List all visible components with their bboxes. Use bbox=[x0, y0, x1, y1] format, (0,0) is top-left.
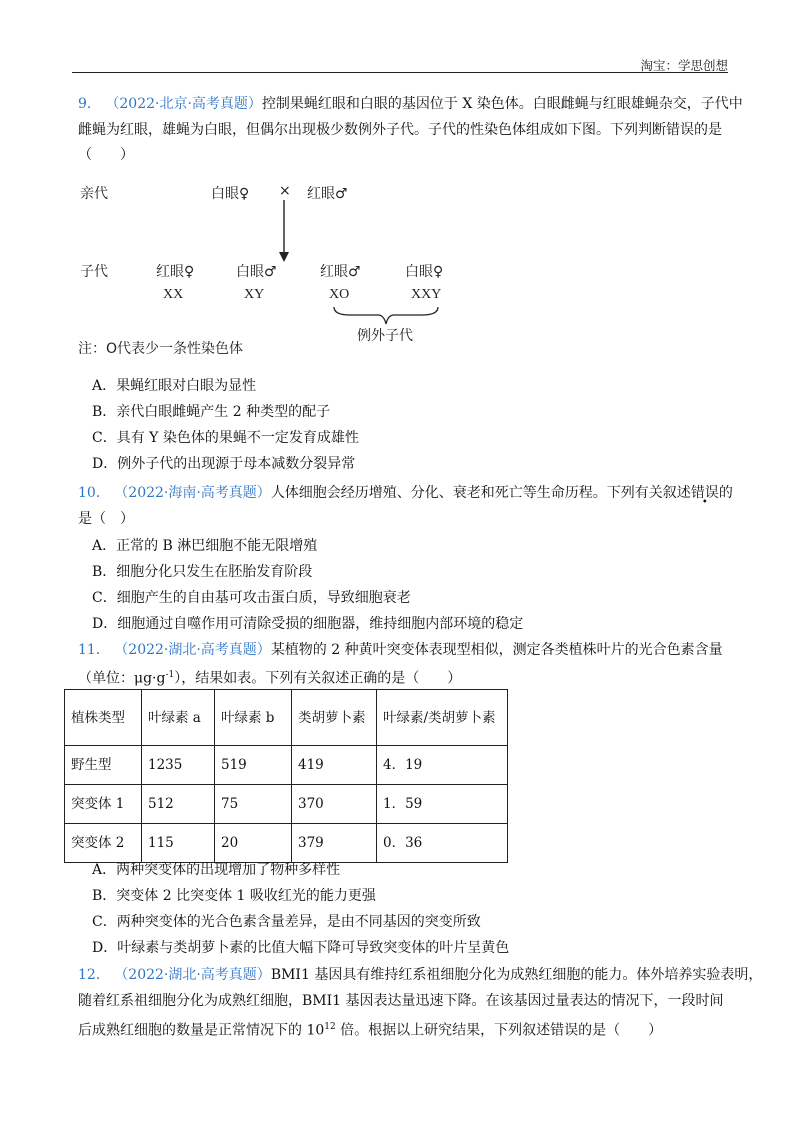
q10-option-c: C．细胞产生的自由基可攻击蛋白质，导致细胞衰老 bbox=[92, 590, 411, 606]
parent-male: 红眼♂ bbox=[307, 186, 348, 202]
table-cell: 20 bbox=[215, 824, 292, 863]
q11-text2a: （单位：μg·g bbox=[78, 670, 166, 687]
q9-option-b: B．亲代白眼雌蝇产生 2 种类型的配子 bbox=[92, 404, 331, 420]
table-header-cell: 叶绿素 b bbox=[215, 690, 292, 746]
arrow-down-icon bbox=[270, 198, 300, 266]
parent-label: 亲代 bbox=[80, 186, 108, 202]
table-cell: 419 bbox=[292, 746, 377, 785]
parent-female: 白眼♀ bbox=[211, 186, 250, 202]
header-brand: 淘宝：学思创想 bbox=[640, 58, 728, 73]
table-row bbox=[65, 785, 508, 824]
table-header-cell: 植株类型 bbox=[65, 690, 142, 746]
q9-option-d: D．例外子代的出现源于母本减数分裂异常 bbox=[92, 456, 356, 472]
child-2-geno: XY bbox=[244, 287, 265, 302]
table-header-cell: 叶绿素/类胡萝卜素 bbox=[377, 690, 508, 746]
q9-option-a: A．果蝇红眼对白眼为显性 bbox=[92, 378, 257, 394]
child-4-pheno: 白眼♀ bbox=[405, 264, 444, 280]
child-1-pheno: 红眼♀ bbox=[156, 264, 195, 280]
q11-unit-sup: -1 bbox=[165, 670, 175, 680]
q10-option-a: A．正常的 B 淋巴细胞不能无限增殖 bbox=[92, 538, 318, 554]
q12-source: （2022·湖北·高考真题） bbox=[114, 967, 271, 983]
q9-number: 9． bbox=[78, 96, 101, 112]
child-3-geno: XO bbox=[329, 287, 350, 302]
table-cell: 突变体 1 bbox=[65, 785, 142, 824]
q12-exponent: 12 bbox=[324, 1022, 336, 1032]
child-3-pheno: 红眼♂ bbox=[320, 264, 361, 280]
table-cell: 1．59 bbox=[377, 785, 508, 824]
q10-stem-line2: 是（ ） bbox=[78, 511, 134, 527]
q10-option-b: B．细胞分化只发生在胚胎发育阶段 bbox=[92, 564, 313, 580]
table-cell: 0．36 bbox=[377, 824, 508, 863]
header-rule bbox=[72, 72, 728, 73]
q12-stem-line1 bbox=[78, 965, 762, 985]
child-1-geno: XX bbox=[163, 287, 184, 302]
table-cell: 1235 bbox=[142, 746, 215, 785]
table-cell: 突变体 2 bbox=[65, 824, 142, 863]
q9-blank: （ ） bbox=[78, 147, 134, 163]
q9-text1: 控制果蝇红眼和白眼的基因位于 X 染色体。白眼雌蝇与红眼雄蝇杂交，子代中 bbox=[261, 96, 743, 112]
q12-number: 12． bbox=[78, 967, 110, 983]
q9-stem-line2: 雌蝇为红眼，雄蝇为白眼，但偶尔出现极少数例外子代。子代的性染色体组成如下图。下列判断错误的是 bbox=[78, 122, 722, 138]
q12-stem-line2: 随着红系祖细胞分化为成熟红细胞，BMI1 基因表达量迅速下降。在该基因过量表达的情况下，一段时间 bbox=[78, 993, 724, 1009]
table-cell: 4．19 bbox=[377, 746, 508, 785]
q10-source: （2022·海南·高考真题） bbox=[114, 485, 271, 501]
table-cell: 370 bbox=[292, 785, 377, 824]
q10-text1b: 的 bbox=[718, 485, 733, 501]
q11-option-c: C．两种突变体的光合色素含量差异，是由不同基因的突变所致 bbox=[92, 914, 481, 930]
q11-option-d: D．叶绿素与类胡萝卜素的比值大幅下降可导致突变体的叶片呈黄色 bbox=[92, 940, 510, 956]
table-header-row bbox=[65, 690, 508, 746]
table-cell: 115 bbox=[142, 824, 215, 863]
diagram-note: 注：O代表少一条性染色体 bbox=[78, 341, 244, 357]
table-row bbox=[65, 746, 508, 785]
child-2-pheno: 白眼♂ bbox=[236, 264, 277, 280]
q9-stem-line1 bbox=[78, 94, 743, 114]
q12-text3b: 倍。根据以上研究结果，下列叙述错误的是（ ） bbox=[335, 1022, 663, 1039]
child-4-geno: XXY bbox=[411, 287, 442, 302]
table-row bbox=[65, 824, 508, 863]
exception-label: 例外子代 bbox=[357, 328, 413, 344]
q10-text1a: 人体细胞会经历增殖、分化、衰老和死亡等生命历程。下列有关叙述 bbox=[270, 485, 691, 501]
q11-number: 11． bbox=[78, 642, 110, 658]
table-cell: 512 bbox=[142, 785, 215, 824]
child-label: 子代 bbox=[80, 264, 108, 280]
table-header-cell: 类胡萝卜素 bbox=[292, 690, 377, 746]
q9-option-c: C．具有 Y 染色体的果蝇不一定发育成雄性 bbox=[92, 430, 359, 446]
q12-stem-line3 bbox=[78, 1017, 662, 1041]
q11-text1: 某植物的 2 种黄叶突变体表现型相似，测定各类植株叶片的光合色素含量 bbox=[270, 642, 723, 658]
table-cell: 379 bbox=[292, 824, 377, 863]
pigment-table bbox=[64, 689, 508, 863]
q11-source: （2022·湖北·高考真题） bbox=[114, 642, 271, 658]
q11-stem-line2 bbox=[78, 665, 461, 689]
q11-stem-line1 bbox=[78, 640, 723, 660]
q10-number: 10． bbox=[78, 485, 110, 501]
q10-stem-line1 bbox=[78, 483, 733, 503]
q11-text2b: ），结果如表。下列有关叙述正确的是（ ） bbox=[174, 670, 462, 687]
cross-symbol: × bbox=[279, 183, 291, 199]
table-cell: 519 bbox=[215, 746, 292, 785]
q12-text3a: 后成熟红细胞的数量是正常情况下的 10 bbox=[78, 1022, 325, 1039]
table-cell: 野生型 bbox=[65, 746, 142, 785]
q10-option-d: D．细胞通过自噬作用可清除受损的细胞器，维持细胞内部环境的稳定 bbox=[92, 616, 524, 632]
q12-text1: BMI1 基因具有维持红系祖细胞分化为成熟红细胞的能力。体外培养实验表明， bbox=[270, 967, 763, 983]
q11-option-b: B．突变体 2 比突变体 1 吸收红光的能力更强 bbox=[92, 888, 376, 904]
q9-source: （2022·北京·高考真题） bbox=[105, 96, 262, 112]
q10-emphasis: 错误 bbox=[690, 485, 719, 501]
q11-option-a: A．两种突变体的出现增加了物种多样性 bbox=[92, 862, 341, 878]
table-header-cell: 叶绿素 a bbox=[142, 690, 215, 746]
table-cell: 75 bbox=[215, 785, 292, 824]
